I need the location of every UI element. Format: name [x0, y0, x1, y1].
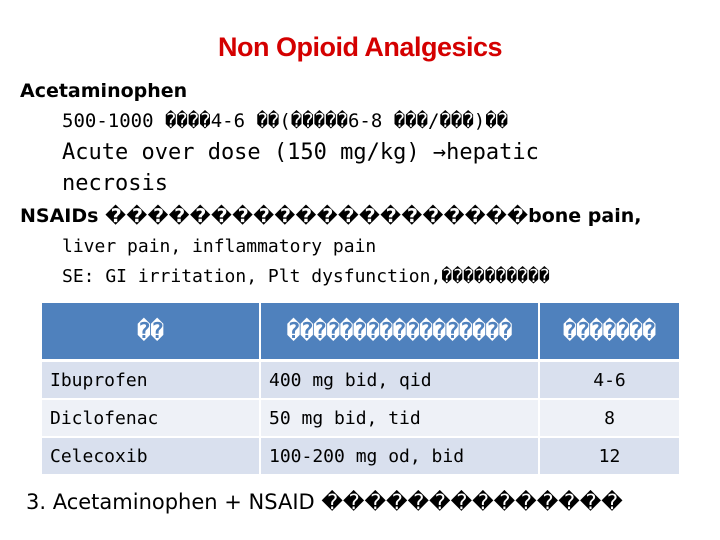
table-cell-dose: 400 mg bid, qid	[261, 362, 540, 400]
nsaids-heading-text: NSAIDs ��������������������bone pain,	[20, 205, 642, 227]
table-row	[42, 438, 679, 476]
table-cell-drug: Diclofenac	[42, 400, 261, 438]
table-cell-dose: 100-200 mg od, bid	[261, 438, 540, 476]
nsaids-side-effects-line: SE: GI irritation, Plt dysfunction,����������	[62, 266, 550, 287]
acetaminophen-heading: Acetaminophen	[20, 80, 188, 102]
table-header-dose: �����������������	[261, 303, 540, 362]
table-header-duration: �������	[540, 303, 679, 362]
acetaminophen-overdose-line: Acute over dose (150 mg/kg) →hepatic	[62, 140, 539, 165]
table-header-row	[42, 303, 679, 362]
table-cell-drug: Ibuprofen	[42, 362, 261, 400]
table-cell-duration: 12	[540, 438, 679, 476]
table-row	[42, 400, 679, 438]
footer-combination-note: 3. Acetaminophen + NSAID ��������������	[26, 490, 623, 514]
table-header-drug: ��	[42, 303, 261, 362]
table-cell-duration: 8	[540, 400, 679, 438]
nsaids-indication-line: liver pain, inflammatory pain	[62, 236, 377, 257]
table-row	[42, 362, 679, 400]
nsaid-dosing-table	[42, 303, 679, 476]
slide-title: Non Opioid Analgesics	[217, 32, 503, 62]
acetaminophen-necrosis-line: necrosis	[62, 171, 168, 196]
table-cell-drug: Celecoxib	[42, 438, 261, 476]
table-cell-duration: 4-6	[540, 362, 679, 400]
nsaids-heading-line	[20, 205, 641, 227]
acetaminophen-dose-line: 500-1000 ����4-6 ��(�����6-8 ���/���)��	[62, 110, 509, 132]
table-cell-dose: 50 mg bid, tid	[261, 400, 540, 438]
